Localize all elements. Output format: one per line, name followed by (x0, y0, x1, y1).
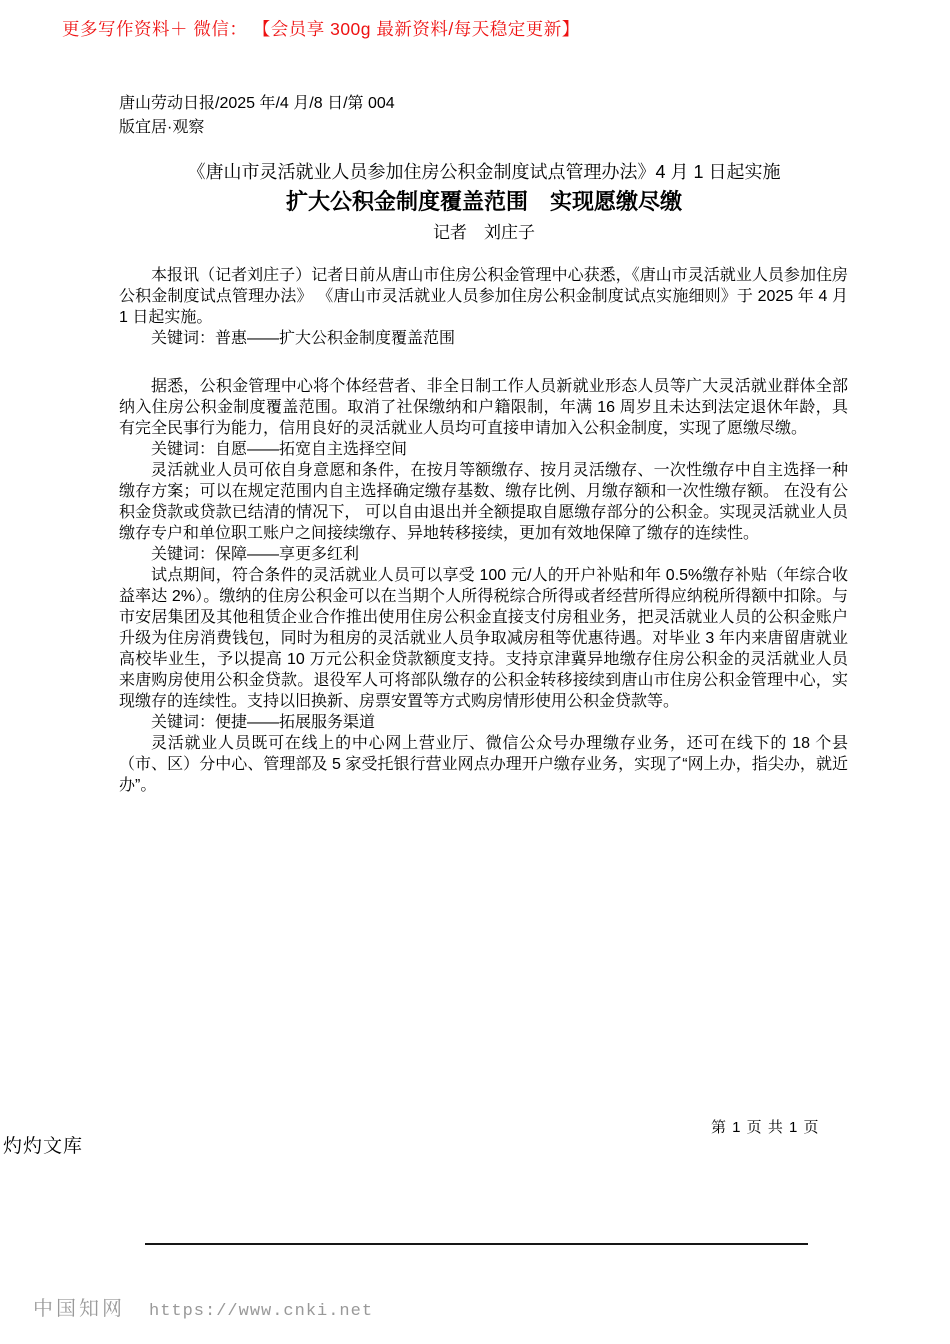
article-title: 《唐山市灵活就业人员参加住房公积金制度试点管理办法》4 月 1 日起实施 (187, 162, 781, 182)
page-indicator: 第 1 页 共 1 页 (711, 1119, 820, 1136)
article-subtitle: 扩大公积金制度覆盖范围 实现愿缴尽缴 (285, 189, 682, 214)
keyword-line: 关键词：便捷——拓展服务渠道 (151, 714, 376, 731)
footer-divider (145, 1243, 808, 1245)
keyword-line: 关键词：普惠——扩大公积金制度覆盖范围 (151, 330, 456, 347)
cnki-watermark (33, 1292, 373, 1321)
article-paragraph: 试点期间，符合条件的灵活就业人员可以享受 100 元/人的开户补贴和年 0.5%缴存补贴（年综合收益率达 2%）。缴纳的住房公积金可以在当期个人所得税综合所得或者经营所得应纳税所得额中扣除。与市安居集团及其他租赁企业合作推出使用住房公积金直接支付房租业务，把灵活就业人员的公积金账户升级为住房消费钱包，同时为租房的灵活就业人员争取减房租等优惠待遇。对毕业 3 年内来唐留唐就业高校毕业生，予以提高 10 万元公积金贷款额度支持。支持京津冀异地缴存住房公积金的灵活就业人员来唐购房使用公积金贷款。退役军人可将部队缴存的公积金转移接续到唐山市住房公积金管理中心，实现缴存的连续性。支持以旧换新、房票安置等方式购房情形使用公积金贷款等。 (119, 567, 848, 710)
promo-banner: 更多写作资料＋ 微信： 【会员享 300g 最新资料/每天稳定更新】 (62, 19, 580, 39)
article-body (119, 265, 848, 796)
article-paragraph: 灵活就业人员既可在线上的中心网上营业厅、微信公众号办理缴存业务，还可在线下的 18 个县（市、区）分中心、管理部及 5 家受托银行营业网点办理开户缴存业务，实现了“网上办，指尖办，就近办”。 (119, 735, 848, 794)
article-paragraph: 本报讯（记者刘庄子）记者日前从唐山市住房公积金管理中心获悉，《唐山市灵活就业人员参加住房公积金制度试点管理办法》 《唐山市灵活就业人员参加住房公积金制度试点实施细则》于 2025 年 4 月 1 日起实施。 (119, 267, 848, 326)
cnki-site-name: 中国知网 (33, 1298, 125, 1320)
article-byline: 记者 刘庄子 (433, 223, 535, 242)
cnki-site-url: https://www.cnki.net (149, 1302, 374, 1321)
article-paragraph: 灵活就业人员可依自身意愿和条件，在按月等额缴存、按月灵活缴存、一次性缴存中自主选择一种缴存方案；可以在规定范围内自主选择确定缴存基数、缴存比例、月缴存额和一次性缴存额。 在没有公积金贷款或贷款已结清的情况下， 可以自由退出并全额提取自愿缴存部分的公积金。实现灵活就业人员缴存专户和单位职工账户之间接续缴存、异地转移接续，更加有效地保障了缴存的连续性。 (119, 462, 848, 542)
publication-source (119, 92, 395, 139)
keyword-line: 关键词：自愿——拓宽自主选择空间 (151, 441, 408, 458)
article-paragraph: 据悉，公积金管理中心将个体经营者、非全日制工作人员新就业形态人员等广大灵活就业群体全部纳入住房公积金制度覆盖范围。取消了社保缴纳和户籍限制，年满 16 周岁且未达到法定退休年龄，具有完全民事行为能力，信用良好的灵活就业人员均可直接申请加入公积金制度，实现了愿缴尽缴。 (119, 378, 848, 437)
publication-source-line2: 版宜居·观察 (119, 118, 205, 136)
article-header (110, 160, 858, 243)
library-watermark: 灼灼文库 (3, 1136, 84, 1157)
publication-source-line1: 唐山劳动日报/2025 年/4 月/8 日/第 004 (119, 95, 395, 112)
keyword-line: 关键词：保障——享更多红利 (151, 546, 360, 563)
